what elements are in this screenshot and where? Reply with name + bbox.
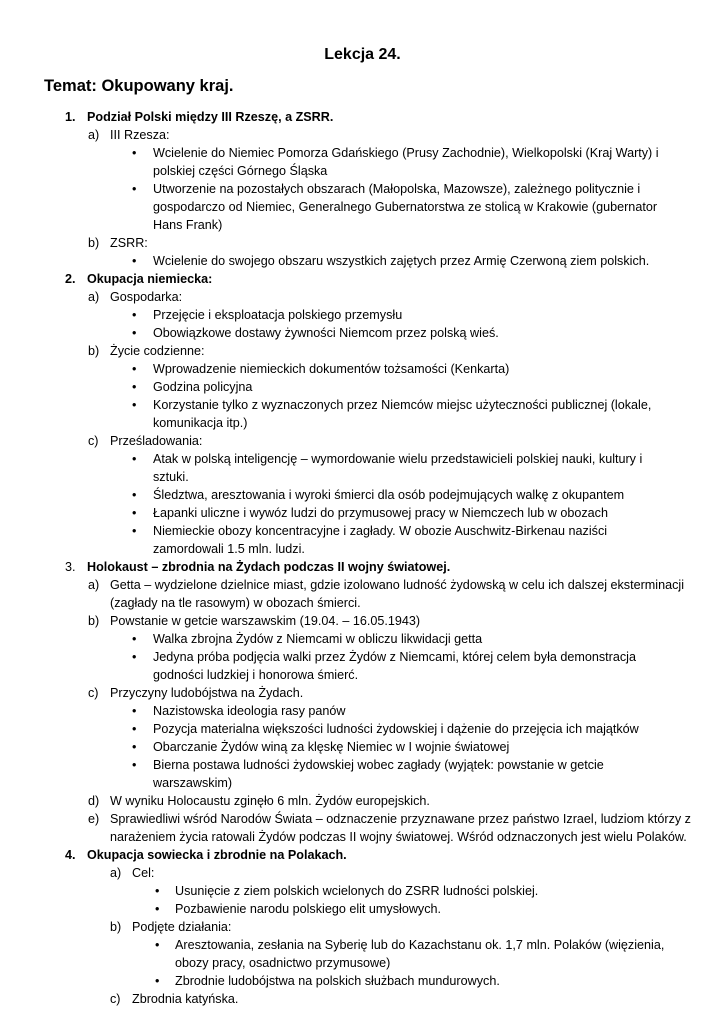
bullet-item: • Pozbawienie narodu polskiego elit umysłowych. — [0, 900, 725, 918]
section-heading — [0, 108, 725, 126]
bullet-item: • Nazistowska ideologia rasy panów — [0, 702, 725, 720]
bullet-item: • Atak w polską inteligencję – wymordowanie wielu przedstawicieli polskiej nauki, kultury i sztuki. — [0, 450, 725, 486]
subsection-text: Życie codzienne: — [110, 344, 205, 358]
subsection-letter: b) — [110, 920, 122, 934]
subsection-letter: c) — [88, 686, 99, 700]
subsection-letter: a) — [88, 578, 100, 592]
section-number: 2. — [65, 272, 76, 286]
subsection-text: Przyczyny ludobójstwa na Żydach. — [110, 686, 304, 700]
bullet-item: • Jedyna próba podjęcia walki przez Żydów z Niemcami, której celem była demonstracja godności ludzkiej i honorowa śmierć. — [0, 648, 725, 684]
bullet-item: • Aresztowania, zesłania na Syberię lub do Kazachstanu ok. 1,7 mln. Polaków (więzienia, obozy pracy, osadnictwo przymusowe) — [0, 936, 725, 972]
subsection-letter: d) — [88, 794, 100, 808]
section-heading — [0, 270, 725, 288]
lesson-heading: Lekcja 24. — [324, 46, 401, 63]
section-title: Okupacja niemiecka: — [87, 272, 213, 286]
bullet-item: • Obowiązkowe dostawy żywności Niemcom przez polską wieś. — [0, 324, 725, 342]
bullet-item: • Śledztwa, aresztowania i wyroki śmierci dla osób podejmujących walkę z okupantem — [0, 486, 725, 504]
subsection-text: Sprawiedliwi wśród Narodów Świata – odznaczenie przyznawane przez państwo Izrael, ludziom którzy z narażeniem życia ratowali Żydów podczas II wojny światowej. Wśród odznaczonych jest wielu Polaków. — [110, 812, 691, 844]
bullet-item: • Korzystanie tylko z wyznaczonych przez Niemców miejsc użyteczności publicznej (lokale, komunikacja itp.) — [0, 396, 725, 432]
subsection-text: Podjęte działania: — [132, 920, 232, 934]
subsection-letter: e) — [88, 812, 100, 826]
subsection-text: Cel: — [132, 866, 155, 880]
subsection-text: Zbrodnia katyńska. — [132, 992, 239, 1006]
subsection-letter: c) — [88, 434, 99, 448]
outline-section — [0, 846, 725, 1008]
subsection-item — [0, 810, 725, 846]
subsection-letter: b) — [88, 614, 100, 628]
subsection-text: III Rzesza: — [110, 128, 170, 142]
subsection-item — [0, 234, 725, 252]
subsection-letter: a) — [88, 290, 100, 304]
bullet-item: • Utworzenie na pozostałych obszarach (Małopolska, Mazowsze), zależnego politycznie i gospodarczo od Niemiec, Generalnego Gubernatorstwa ze stolicą w Krakowie (gubernator Hans Frank) — [0, 180, 725, 234]
subsection-item — [0, 126, 725, 144]
bullet-item: • Wcielenie do Niemiec Pomorza Gdańskiego (Prusy Zachodnie), Wielkopolski (Kraj Warty) i polskiej części Górnego Śląska — [0, 144, 725, 180]
outline-section — [0, 270, 725, 558]
subsection-letter: c) — [110, 992, 121, 1006]
subsection-text: ZSRR: — [110, 236, 148, 250]
section-number: 3. — [65, 560, 76, 574]
section-title: Holokaust – zbrodnia na Żydach podczas II wojny światowej. — [87, 560, 451, 574]
subsection-item — [0, 864, 725, 882]
outline-section — [0, 108, 725, 270]
subsection-text: Gospodarka: — [110, 290, 183, 304]
section-title: Podział Polski między III Rzeszę, a ZSRR. — [87, 110, 334, 124]
bullet-item: • Godzina policyjna — [0, 378, 725, 396]
bullet-item: • Zbrodnie ludobójstwa na polskich służbach mundurowych. — [0, 972, 725, 990]
subsection-item — [0, 432, 725, 450]
bullet-item: • Niemieckie obozy koncentracyjne i zagłady. W obozie Auschwitz-Birkenau naziści zamordowali 1.5 mln. ludzi. — [0, 522, 725, 558]
subsection-item — [0, 684, 725, 702]
section-number: 1. — [65, 110, 76, 124]
section-number: 4. — [65, 848, 76, 862]
subsection-text: Prześladowania: — [110, 434, 203, 448]
subsection-letter: a) — [88, 128, 100, 142]
subsection-item — [0, 792, 725, 810]
subsection-letter: b) — [88, 344, 100, 358]
subsection-text: W wyniku Holocaustu zginęło 6 mln. Żydów europejskich. — [110, 794, 430, 808]
subsection-item — [0, 342, 725, 360]
bullet-item: • Wcielenie do swojego obszaru wszystkich zajętych przez Armię Czerwoną ziem polskich. — [0, 252, 725, 270]
subsection-item — [0, 990, 725, 1008]
subsection-letter: a) — [110, 866, 122, 880]
bullet-item: • Łapanki uliczne i wywóz ludzi do przymusowej pracy w Niemczech lub w obozach — [0, 504, 725, 522]
subsection-item — [0, 612, 725, 630]
section-heading — [0, 558, 725, 576]
topic-title: Temat: Okupowany kraj. — [44, 77, 234, 95]
subsection-text: Getta – wydzielone dzielnice miast, gdzie izolowano ludność żydowską w celu ich dalszej eksterminacji (zagłady na tle rasowym) w obozach śmierci. — [110, 578, 684, 610]
bullet-item: • Przejęcie i eksploatacja polskiego przemysłu — [0, 306, 725, 324]
bullet-item: • Pozycja materialna większości ludności żydowskiej i dążenie do przejęcia ich majątków — [0, 720, 725, 738]
subsection-text: Powstanie w getcie warszawskim (19.04. – 16.05.1943) — [110, 614, 421, 628]
bullet-item: • Bierna postawa ludności żydowskiej wobec zagłady (wyjątek: powstanie w getcie warszawskim) — [0, 756, 725, 792]
bullet-item: • Usunięcie z ziem polskich wcielonych do ZSRR ludności polskiej. — [0, 882, 725, 900]
section-title: Okupacja sowiecka i zbrodnie na Polakach. — [87, 848, 347, 862]
bullet-item: • Walka zbrojna Żydów z Niemcami w obliczu likwidacji getta — [0, 630, 725, 648]
lesson-outline — [0, 108, 725, 1008]
subsection-item — [0, 918, 725, 936]
outline-section — [0, 558, 725, 846]
subsection-item — [0, 288, 725, 306]
bullet-item: • Obarczanie Żydów winą za klęskę Niemiec w I wojnie światowej — [0, 738, 725, 756]
section-heading — [0, 846, 725, 864]
subsection-letter: b) — [88, 236, 100, 250]
subsection-item — [0, 576, 725, 612]
bullet-item: • Wprowadzenie niemieckich dokumentów tożsamości (Kenkarta) — [0, 360, 725, 378]
